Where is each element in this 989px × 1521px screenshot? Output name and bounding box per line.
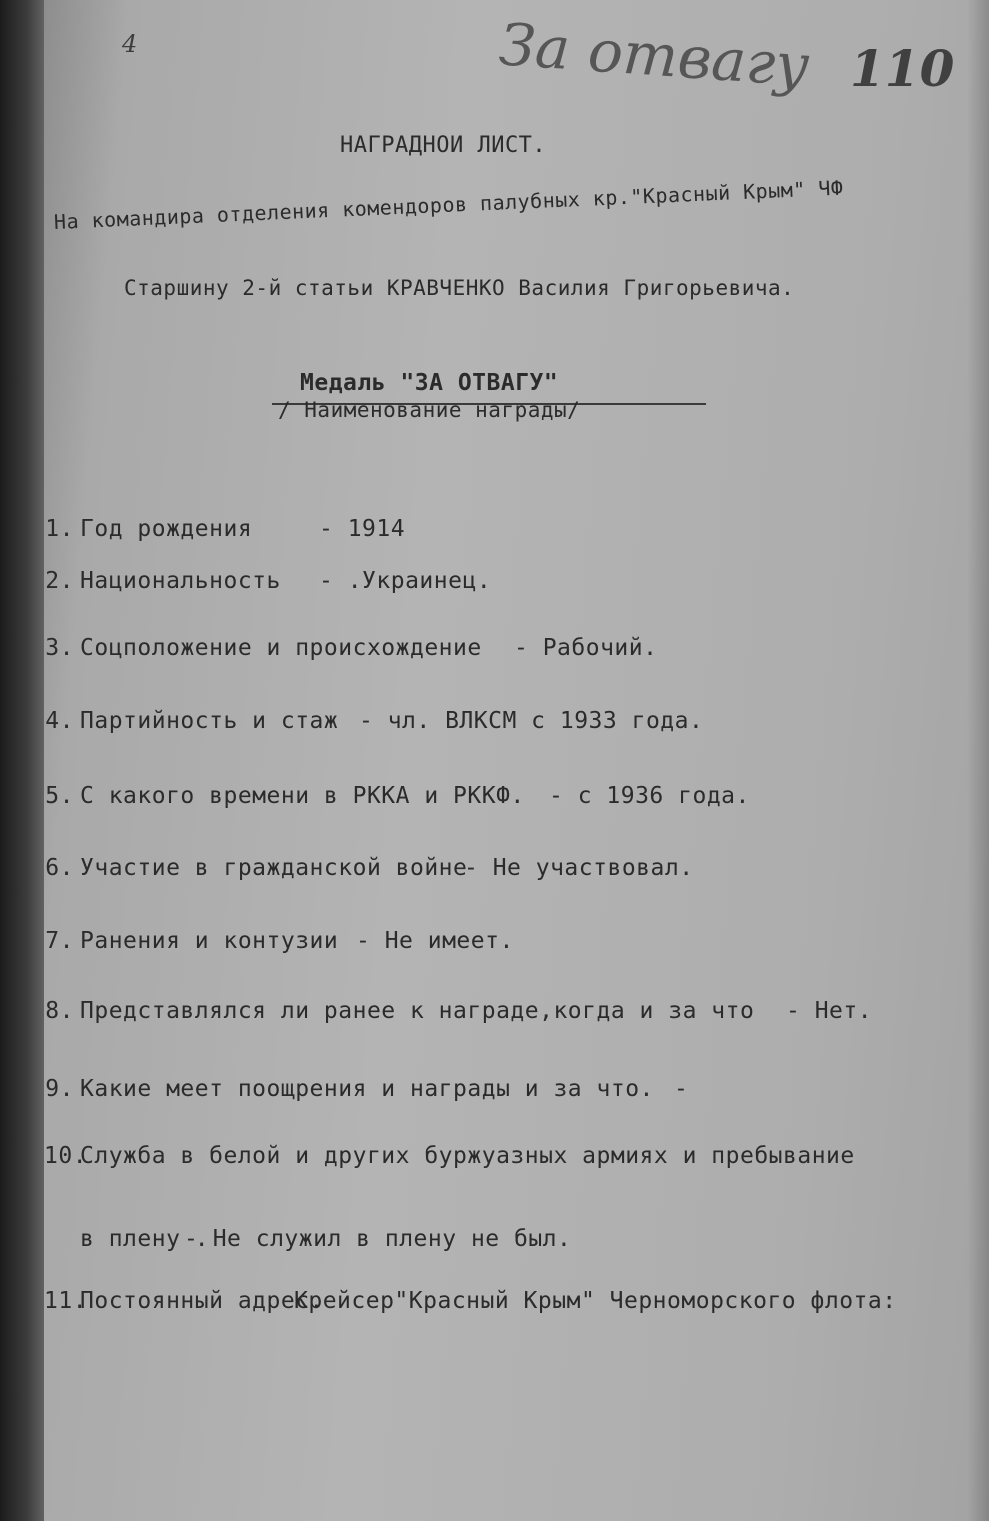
item-label: Какие меет поощрения и награды и за что. (80, 1076, 654, 1102)
item-number: 6. (45, 855, 74, 881)
list-item (44, 635, 658, 661)
item-number: 8. (45, 998, 74, 1024)
item-value: - Нет. (786, 998, 873, 1024)
item-number: 5. (45, 783, 74, 809)
list-item (44, 568, 492, 594)
list-item (44, 1076, 689, 1102)
recipient-line-1: На командира отделения комендоров палубных кр."Красный Крым" ЧФ (53, 175, 844, 234)
item-value: - Не имеет. (356, 928, 514, 954)
list-item (44, 855, 694, 881)
item-label: Соцположение и происхождение (80, 635, 482, 661)
award-name: Медаль "ЗА ОТВАГУ" (300, 370, 559, 396)
list-item (44, 928, 514, 954)
binding-spine (0, 0, 48, 1521)
item-value: - чл. ВЛКСМ с 1933 года. (359, 708, 704, 734)
item-label: Ранения и контузии (80, 928, 339, 954)
list-item (44, 783, 750, 809)
item-label: С какого времени в РККА и РККФ. (80, 783, 525, 809)
item-number: 9. (45, 1076, 74, 1102)
recipient-line-2: Старшину 2-й статьи КРАВЧЕНКО Василия Григорьевича. (124, 276, 795, 300)
list-item (44, 1226, 572, 1252)
item-label: Представлялся ли ранее к награде,когда и за что (80, 998, 755, 1024)
item-number: 10. (44, 1143, 88, 1169)
item-number: 3. (45, 635, 74, 661)
item-value: - .Украинец. (319, 568, 492, 594)
list-item (44, 1145, 855, 1168)
award-caption: / Наименование награды/ (278, 398, 581, 422)
item-value: - Не служил в плену не был. (184, 1226, 572, 1252)
document-page (44, 0, 989, 1521)
handwritten-award-note: За отвагу (497, 10, 812, 100)
document-title: НАГРАДНОИ ЛИСТ. (340, 133, 547, 158)
item-number: 2. (45, 568, 74, 594)
item-label: Служба в белой и других буржуазных армиях и пребывание (80, 1143, 855, 1169)
item-value: - Не участвовал. (464, 855, 694, 881)
handwritten-page-number: 110 (850, 39, 955, 98)
item-value: Крейсер"Красный Крым" Черноморского флота: (294, 1288, 897, 1314)
list-item (44, 516, 406, 542)
page-edge-shadow (967, 0, 989, 1521)
item-value: - 1914 (319, 516, 406, 542)
handwritten-corner-mark: 4 (122, 30, 138, 58)
item-number: 4. (45, 708, 74, 734)
item-label: Национальность (80, 568, 281, 594)
item-number: 7. (45, 928, 74, 954)
item-label: Партийность и стаж (80, 708, 339, 734)
list-item (44, 708, 704, 734)
item-label: в плену . (80, 1226, 210, 1252)
item-label: Постоянный адрес. (80, 1288, 324, 1314)
item-value: - Рабочий. (514, 635, 658, 661)
item-number: 11. (44, 1288, 88, 1314)
list-item (44, 998, 873, 1024)
list-item (44, 1288, 897, 1314)
item-value: - с 1936 года. (549, 783, 750, 809)
item-label: Год рождения (80, 516, 253, 542)
item-label: Участие в гражданской войне (80, 855, 468, 881)
item-number: 1. (45, 516, 74, 542)
item-value: - (674, 1076, 689, 1102)
